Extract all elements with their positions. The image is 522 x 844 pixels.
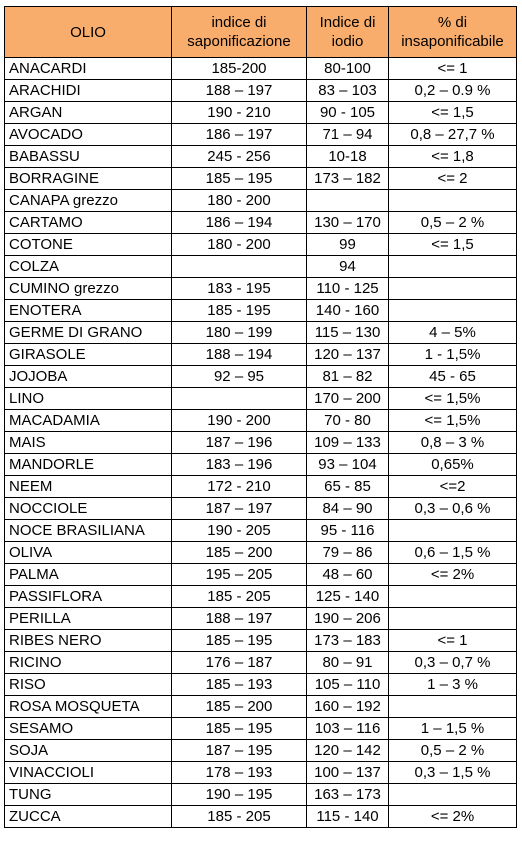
unsaponifiable-cell	[389, 278, 517, 300]
oil-name-cell: BORRAGINE	[5, 168, 172, 190]
oil-name-cell: SOJA	[5, 740, 172, 762]
iodine-cell: 48 – 60	[307, 564, 389, 586]
header-line: OLIO	[70, 23, 106, 41]
oil-name-cell: ARGAN	[5, 102, 172, 124]
iodine-cell: 110 - 125	[307, 278, 389, 300]
unsaponifiable-cell	[389, 696, 517, 718]
iodine-cell: 95 - 116	[307, 520, 389, 542]
saponification-cell: 185 – 193	[172, 674, 307, 696]
saponification-cell: 187 – 196	[172, 432, 307, 454]
header-saponification-index	[172, 7, 307, 58]
oil-name-cell: CUMINO grezzo	[5, 278, 172, 300]
saponification-cell: 188 – 197	[172, 80, 307, 102]
table-row	[5, 762, 517, 784]
oil-name-cell: RISO	[5, 674, 172, 696]
iodine-cell: 120 – 137	[307, 344, 389, 366]
oil-name-cell: CARTAMO	[5, 212, 172, 234]
unsaponifiable-cell: 1 – 3 %	[389, 674, 517, 696]
iodine-cell: 65 - 85	[307, 476, 389, 498]
oil-name-cell: ZUCCA	[5, 806, 172, 828]
oil-name-cell: GIRASOLE	[5, 344, 172, 366]
saponification-cell: 180 - 200	[172, 190, 307, 212]
iodine-cell: 173 – 182	[307, 168, 389, 190]
saponification-cell: 188 – 197	[172, 608, 307, 630]
iodine-cell: 70 - 80	[307, 410, 389, 432]
unsaponifiable-cell: <= 1,8	[389, 146, 517, 168]
iodine-cell: 99	[307, 234, 389, 256]
saponification-cell: 185 – 195	[172, 630, 307, 652]
saponification-cell: 180 - 200	[172, 234, 307, 256]
saponification-cell: 190 – 195	[172, 784, 307, 806]
table-row	[5, 740, 517, 762]
table-row	[5, 410, 517, 432]
table-row	[5, 784, 517, 806]
saponification-cell: 187 – 197	[172, 498, 307, 520]
iodine-cell: 170 – 200	[307, 388, 389, 410]
header-line: saponificazione	[187, 33, 291, 50]
saponification-cell: 92 – 95	[172, 366, 307, 388]
unsaponifiable-cell	[389, 586, 517, 608]
unsaponifiable-cell: <= 1,5	[389, 234, 517, 256]
table-row	[5, 168, 517, 190]
oil-name-cell: NOCE BRASILIANA	[5, 520, 172, 542]
table-row	[5, 674, 517, 696]
unsaponifiable-cell: <=2	[389, 476, 517, 498]
unsaponifiable-cell: 1 – 1,5 %	[389, 718, 517, 740]
oil-name-cell: PALMA	[5, 564, 172, 586]
iodine-cell: 94	[307, 256, 389, 278]
saponification-cell: 187 – 195	[172, 740, 307, 762]
table-row	[5, 520, 517, 542]
iodine-cell: 100 – 137	[307, 762, 389, 784]
table-row	[5, 564, 517, 586]
oil-name-cell: MANDORLE	[5, 454, 172, 476]
unsaponifiable-cell: 45 - 65	[389, 366, 517, 388]
oil-name-cell: OLIVA	[5, 542, 172, 564]
oil-name-cell: ANACARDI	[5, 58, 172, 80]
unsaponifiable-cell: 0,3 – 0,7 %	[389, 652, 517, 674]
saponification-cell: 185-200	[172, 58, 307, 80]
iodine-cell: 103 – 116	[307, 718, 389, 740]
header-line: iodio	[331, 33, 364, 50]
table-row	[5, 696, 517, 718]
unsaponifiable-cell: <= 2	[389, 168, 517, 190]
unsaponifiable-cell: <= 1	[389, 630, 517, 652]
header-unsaponifiable	[389, 7, 517, 58]
table-body	[5, 58, 517, 828]
table-row	[5, 322, 517, 344]
table-row	[5, 80, 517, 102]
iodine-cell: 140 - 160	[307, 300, 389, 322]
unsaponifiable-cell	[389, 256, 517, 278]
iodine-cell: 173 – 183	[307, 630, 389, 652]
oil-name-cell: LINO	[5, 388, 172, 410]
table-row	[5, 58, 517, 80]
oil-name-cell: VINACCIOLI	[5, 762, 172, 784]
header-line: insaponificabile	[401, 33, 504, 50]
saponification-cell: 186 – 197	[172, 124, 307, 146]
saponification-cell: 185 - 205	[172, 806, 307, 828]
oil-name-cell: COLZA	[5, 256, 172, 278]
iodine-cell: 84 – 90	[307, 498, 389, 520]
header-row	[5, 7, 517, 58]
iodine-cell: 105 – 110	[307, 674, 389, 696]
table-row	[5, 278, 517, 300]
oil-name-cell: COTONE	[5, 234, 172, 256]
oil-name-cell: ENOTERA	[5, 300, 172, 322]
table-row	[5, 212, 517, 234]
table-row	[5, 190, 517, 212]
oil-name-cell: RICINO	[5, 652, 172, 674]
table-row	[5, 256, 517, 278]
saponification-cell	[172, 256, 307, 278]
iodine-cell: 71 – 94	[307, 124, 389, 146]
table-row	[5, 102, 517, 124]
table-row	[5, 388, 517, 410]
table-row	[5, 718, 517, 740]
unsaponifiable-cell: 0,2 – 0.9 %	[389, 80, 517, 102]
saponification-cell: 190 - 205	[172, 520, 307, 542]
iodine-cell: 125 - 140	[307, 586, 389, 608]
oil-name-cell: JOJOBA	[5, 366, 172, 388]
table-row	[5, 542, 517, 564]
unsaponifiable-cell: 0,3 – 0,6 %	[389, 498, 517, 520]
unsaponifiable-cell: <= 1,5	[389, 102, 517, 124]
saponification-cell: 195 – 205	[172, 564, 307, 586]
unsaponifiable-cell: 1 - 1,5%	[389, 344, 517, 366]
saponification-cell: 183 – 196	[172, 454, 307, 476]
saponification-cell: 185 – 200	[172, 542, 307, 564]
iodine-cell: 115 – 130	[307, 322, 389, 344]
saponification-cell: 185 – 195	[172, 168, 307, 190]
header-line: Indice di	[319, 14, 376, 31]
iodine-cell: 90 - 105	[307, 102, 389, 124]
unsaponifiable-cell	[389, 784, 517, 806]
unsaponifiable-cell: <= 1	[389, 58, 517, 80]
oil-name-cell: GERME DI GRANO	[5, 322, 172, 344]
oil-properties-table	[4, 6, 517, 828]
saponification-cell: 180 – 199	[172, 322, 307, 344]
iodine-cell: 109 – 133	[307, 432, 389, 454]
iodine-cell: 115 - 140	[307, 806, 389, 828]
table-row	[5, 432, 517, 454]
iodine-cell: 190 – 206	[307, 608, 389, 630]
oil-name-cell: MACADAMIA	[5, 410, 172, 432]
saponification-cell: 186 – 194	[172, 212, 307, 234]
saponification-cell: 176 – 187	[172, 652, 307, 674]
unsaponifiable-cell	[389, 190, 517, 212]
unsaponifiable-cell: 0,5 – 2 %	[389, 212, 517, 234]
unsaponifiable-cell: <= 2%	[389, 806, 517, 828]
oil-name-cell: TUNG	[5, 784, 172, 806]
table-row	[5, 586, 517, 608]
iodine-cell: 163 – 173	[307, 784, 389, 806]
saponification-cell: 185 – 195	[172, 718, 307, 740]
oil-name-cell: CANAPA grezzo	[5, 190, 172, 212]
table-row	[5, 806, 517, 828]
table-row	[5, 454, 517, 476]
header-iodine-index	[307, 7, 389, 58]
unsaponifiable-cell: 0,8 – 3 %	[389, 432, 517, 454]
oil-name-cell: NEEM	[5, 476, 172, 498]
iodine-cell: 120 – 142	[307, 740, 389, 762]
unsaponifiable-cell: 0,65%	[389, 454, 517, 476]
saponification-cell: 172 - 210	[172, 476, 307, 498]
header-line: indice di	[211, 14, 267, 31]
saponification-cell: 190 - 210	[172, 102, 307, 124]
iodine-cell: 80-100	[307, 58, 389, 80]
table-row	[5, 124, 517, 146]
iodine-cell: 79 – 86	[307, 542, 389, 564]
oil-name-cell: ROSA MOSQUETA	[5, 696, 172, 718]
iodine-cell: 10-18	[307, 146, 389, 168]
unsaponifiable-cell: <= 1,5%	[389, 388, 517, 410]
iodine-cell: 80 – 91	[307, 652, 389, 674]
table-row	[5, 476, 517, 498]
table-row	[5, 608, 517, 630]
table-row	[5, 234, 517, 256]
oil-name-cell: PASSIFLORA	[5, 586, 172, 608]
table-row	[5, 146, 517, 168]
iodine-cell: 81 – 82	[307, 366, 389, 388]
saponification-cell	[172, 388, 307, 410]
table-row	[5, 630, 517, 652]
unsaponifiable-cell: 0,5 – 2 %	[389, 740, 517, 762]
oil-name-cell: PERILLA	[5, 608, 172, 630]
unsaponifiable-cell	[389, 300, 517, 322]
oil-name-cell: SESAMO	[5, 718, 172, 740]
oil-name-cell: BABASSU	[5, 146, 172, 168]
oil-name-cell: ARACHIDI	[5, 80, 172, 102]
oil-name-cell: NOCCIOLE	[5, 498, 172, 520]
unsaponifiable-cell: 0,6 – 1,5 %	[389, 542, 517, 564]
header-line: % di	[437, 14, 468, 31]
table-row	[5, 652, 517, 674]
iodine-cell: 93 – 104	[307, 454, 389, 476]
iodine-cell: 160 – 192	[307, 696, 389, 718]
unsaponifiable-cell: <= 2%	[389, 564, 517, 586]
table-row	[5, 300, 517, 322]
oil-name-cell: RIBES NERO	[5, 630, 172, 652]
iodine-cell: 83 – 103	[307, 80, 389, 102]
unsaponifiable-cell	[389, 608, 517, 630]
saponification-cell: 190 - 200	[172, 410, 307, 432]
oil-name-cell: MAIS	[5, 432, 172, 454]
unsaponifiable-cell: <= 1,5%	[389, 410, 517, 432]
header-olio	[5, 7, 172, 58]
unsaponifiable-cell: 4 – 5%	[389, 322, 517, 344]
oil-name-cell: AVOCADO	[5, 124, 172, 146]
iodine-cell: 130 – 170	[307, 212, 389, 234]
unsaponifiable-cell: 0,8 – 27,7 %	[389, 124, 517, 146]
saponification-cell: 245 - 256	[172, 146, 307, 168]
saponification-cell: 185 – 200	[172, 696, 307, 718]
table-row	[5, 366, 517, 388]
unsaponifiable-cell: 0,3 – 1,5 %	[389, 762, 517, 784]
iodine-cell	[307, 190, 389, 212]
saponification-cell: 185 - 205	[172, 586, 307, 608]
saponification-cell: 185 - 195	[172, 300, 307, 322]
saponification-cell: 188 – 194	[172, 344, 307, 366]
table-row	[5, 344, 517, 366]
unsaponifiable-cell	[389, 520, 517, 542]
table-row	[5, 498, 517, 520]
saponification-cell: 178 – 193	[172, 762, 307, 784]
saponification-cell: 183 - 195	[172, 278, 307, 300]
